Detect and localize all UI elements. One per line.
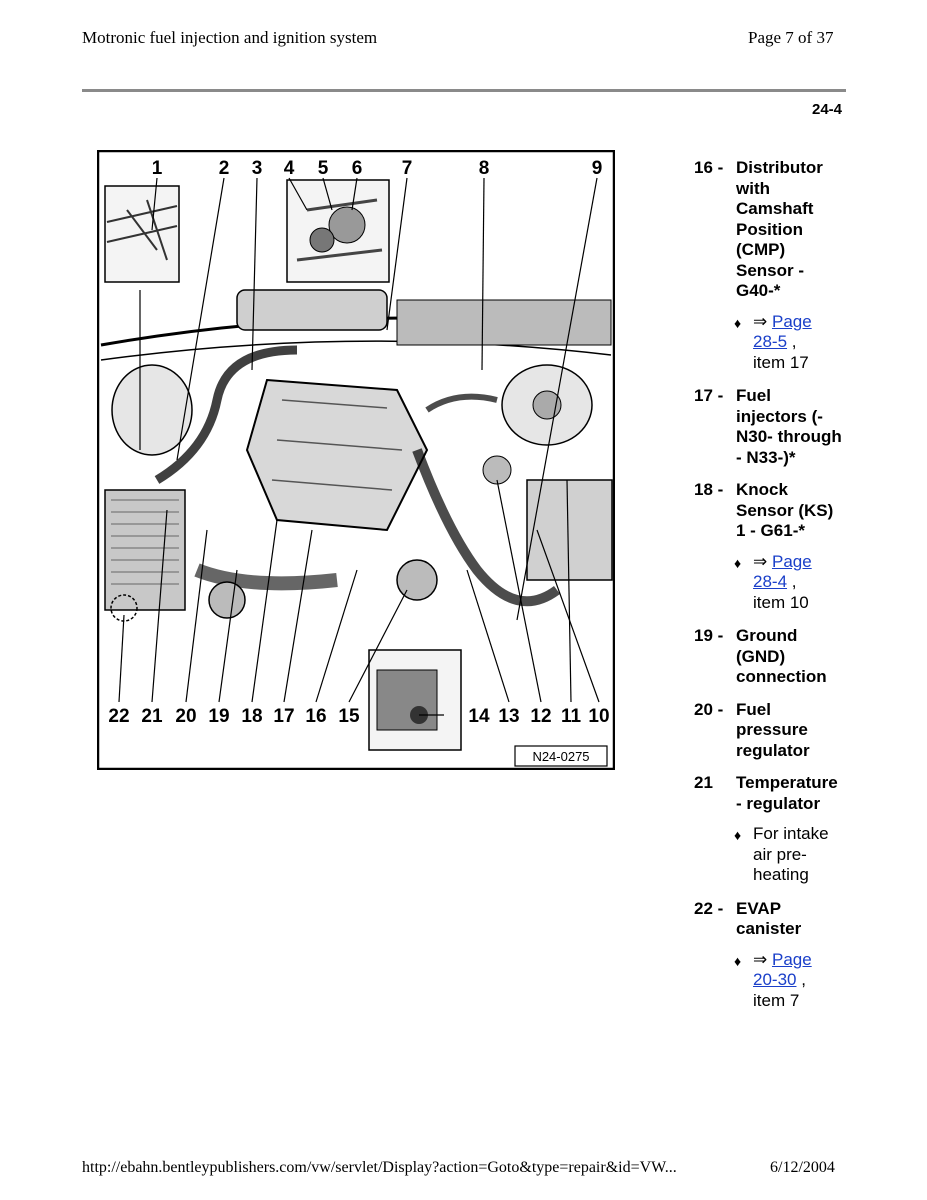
note-text: For intake air pre-heating: [753, 824, 829, 884]
page-reference-link[interactable]: 20-30: [753, 970, 797, 989]
legend-item-number: 19 -: [694, 626, 724, 645]
legend-note: [734, 552, 844, 614]
legend-item-label: Temperature - regulator: [736, 773, 838, 813]
callout-number: 4: [283, 158, 295, 179]
callout-number: 7: [401, 158, 413, 179]
arrow-icon: ⇒: [753, 949, 768, 969]
page-reference-link[interactable]: 28-4: [753, 572, 788, 591]
legend-item: [694, 386, 844, 468]
legend-item: [694, 158, 844, 302]
legend-item-number: 21: [694, 773, 713, 792]
diamond-bullet-icon: ♦: [734, 314, 742, 331]
legend-item-label: EVAP canister: [736, 898, 802, 938]
legend-item-number: 22 -: [694, 898, 724, 918]
arrow-icon: ⇒: [753, 551, 768, 571]
legend-item-label: Fuel injectors (- N30- through - N33-)*: [736, 386, 842, 467]
legend-list: [694, 158, 844, 1024]
callout-number: 19: [208, 706, 230, 727]
note-item-ref: item 7: [753, 990, 800, 1010]
legend-item: [694, 626, 844, 688]
callout-number: 3: [251, 158, 263, 179]
legend-note: [734, 950, 844, 1012]
note-item-ref: item 17: [753, 352, 809, 372]
note-text: ,: [787, 332, 797, 351]
callout-number: 10: [588, 706, 610, 727]
note-text: ,: [787, 572, 797, 591]
callout-number: 1: [151, 158, 163, 179]
callout-number: 21: [141, 706, 163, 727]
callout-number: 6: [351, 158, 363, 179]
figure-id: N24-0275: [532, 749, 590, 764]
callout-number: 20: [175, 706, 197, 727]
callout-number: 5: [317, 158, 329, 179]
callout-number: 17: [273, 706, 295, 727]
page-reference-link[interactable]: Page: [771, 311, 812, 331]
legend-item-label: Knock Sensor (KS) 1 - G61-*: [736, 480, 834, 540]
legend-note: [734, 312, 844, 374]
page-reference-link[interactable]: 28-5: [753, 332, 788, 351]
header-divider: [82, 89, 846, 92]
footer-date: 6/12/2004: [770, 1159, 835, 1176]
page-reference-link[interactable]: Page: [771, 551, 812, 571]
callout-number: 14: [468, 706, 490, 727]
legend-note: [734, 824, 844, 886]
legend-item-number: 20 -: [694, 699, 724, 719]
legend-item: [694, 899, 844, 940]
engine-compartment-diagram: [97, 150, 615, 770]
legend-item-label: Fuel pressure regulator: [736, 699, 810, 760]
legend-item-number: 17 -: [694, 386, 724, 405]
note-item-ref: item 10: [753, 592, 809, 612]
document-title: Motronic fuel injection and ignition system: [82, 28, 378, 47]
callout-number: 2: [218, 158, 230, 179]
page-indicator: Page 7 of 37: [748, 28, 834, 47]
section-number: 24-4: [812, 101, 843, 118]
callout-number: 11: [560, 706, 582, 727]
legend-item-number: 16 -: [694, 158, 724, 177]
arrow-icon: ⇒: [753, 311, 768, 331]
callout-number: 22: [108, 706, 130, 727]
diamond-bullet-icon: ♦: [734, 827, 742, 843]
callout-number: 18: [241, 706, 263, 727]
callout-number: 13: [498, 706, 520, 727]
legend-item: [694, 773, 844, 814]
callout-number: 8: [478, 158, 490, 179]
legend-item-label: Ground (GND) connection: [736, 626, 827, 686]
legend-item: [694, 700, 844, 762]
note-text: ,: [796, 970, 806, 989]
diamond-bullet-icon: ♦: [734, 952, 742, 969]
footer-url: http://ebahn.bentleypublishers.com/vw/servlet/Display?action=Goto&type=repair&id=VW...: [82, 1159, 677, 1176]
legend-item-number: 18 -: [694, 480, 724, 499]
callout-number: 12: [530, 706, 552, 727]
page-reference-link[interactable]: Page: [771, 949, 812, 969]
legend-item: [694, 480, 844, 542]
legend-item-label: Distributor with Camshaft Position (CMP) Sensor - G40-*: [736, 158, 823, 300]
diamond-bullet-icon: ♦: [734, 554, 742, 571]
callout-number: 9: [591, 158, 603, 179]
callout-number: 16: [305, 706, 327, 727]
callout-number: 15: [338, 706, 360, 727]
